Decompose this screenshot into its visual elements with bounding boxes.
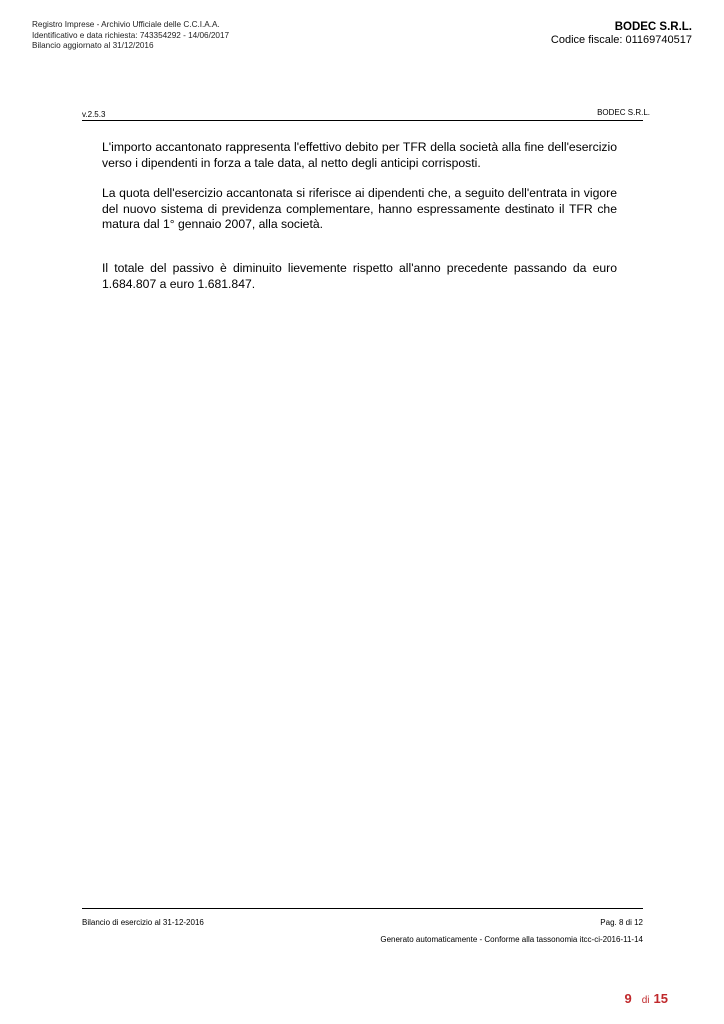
pagination xyxy=(625,991,669,1006)
header-divider xyxy=(82,120,643,121)
document-body xyxy=(102,140,617,292)
doc-version: v.2.5.3 xyxy=(82,110,106,119)
company-name: BODEC S.R.L. xyxy=(614,21,692,33)
footer-page-number: Pag. 8 di 12 xyxy=(600,918,643,927)
footer-generated-note: Generato automaticamente - Conforme alla tassonomia itcc-ci-2016-11-14 xyxy=(380,935,643,944)
paragraph-tfr-debt: L'importo accantonato rappresenta l'effettivo debito per TFR della società alla fine dell'esercizio verso i dipendenti in forza a tale data, al netto degli anticipi corrisposti. xyxy=(102,140,617,170)
current-page: 9 xyxy=(624,991,632,1006)
paragraph-tfr-quota: La quota dell'esercizio accantonata si riferisce ai dipendenti che, a seguito dell'entrata in vigore del nuovo sistema di previdenza complementare, hanno espressamente destinato il TFR che matura dal 1° gennaio 2007, alla società. xyxy=(102,186,617,232)
registry-line-2: Identificativo e data richiesta: 743354292 - 14/06/2017 xyxy=(32,30,230,40)
footer-divider xyxy=(82,908,643,909)
company-fiscal-code: Codice fiscale: 01169740517 xyxy=(550,34,692,46)
total-pages: 15 xyxy=(653,991,668,1006)
registry-line-1: Registro Imprese - Archivio Ufficiale delle C.C.I.A.A. xyxy=(32,20,220,29)
footer-report-title: Bilancio di esercizio al 31-12-2016 xyxy=(82,918,204,927)
registry-info xyxy=(32,20,229,52)
registry-line-3: Bilancio aggiornato al 31/12/2016 xyxy=(32,41,154,50)
paragraph-liabilities: Il totale del passivo è diminuito lievemente rispetto all'anno precedente passando da euro 1.684.807 a euro 1.681.847. xyxy=(102,260,617,291)
doc-header-company: BODEC S.R.L. xyxy=(597,108,650,117)
company-info xyxy=(551,21,692,47)
pagination-of: di xyxy=(641,995,650,1006)
